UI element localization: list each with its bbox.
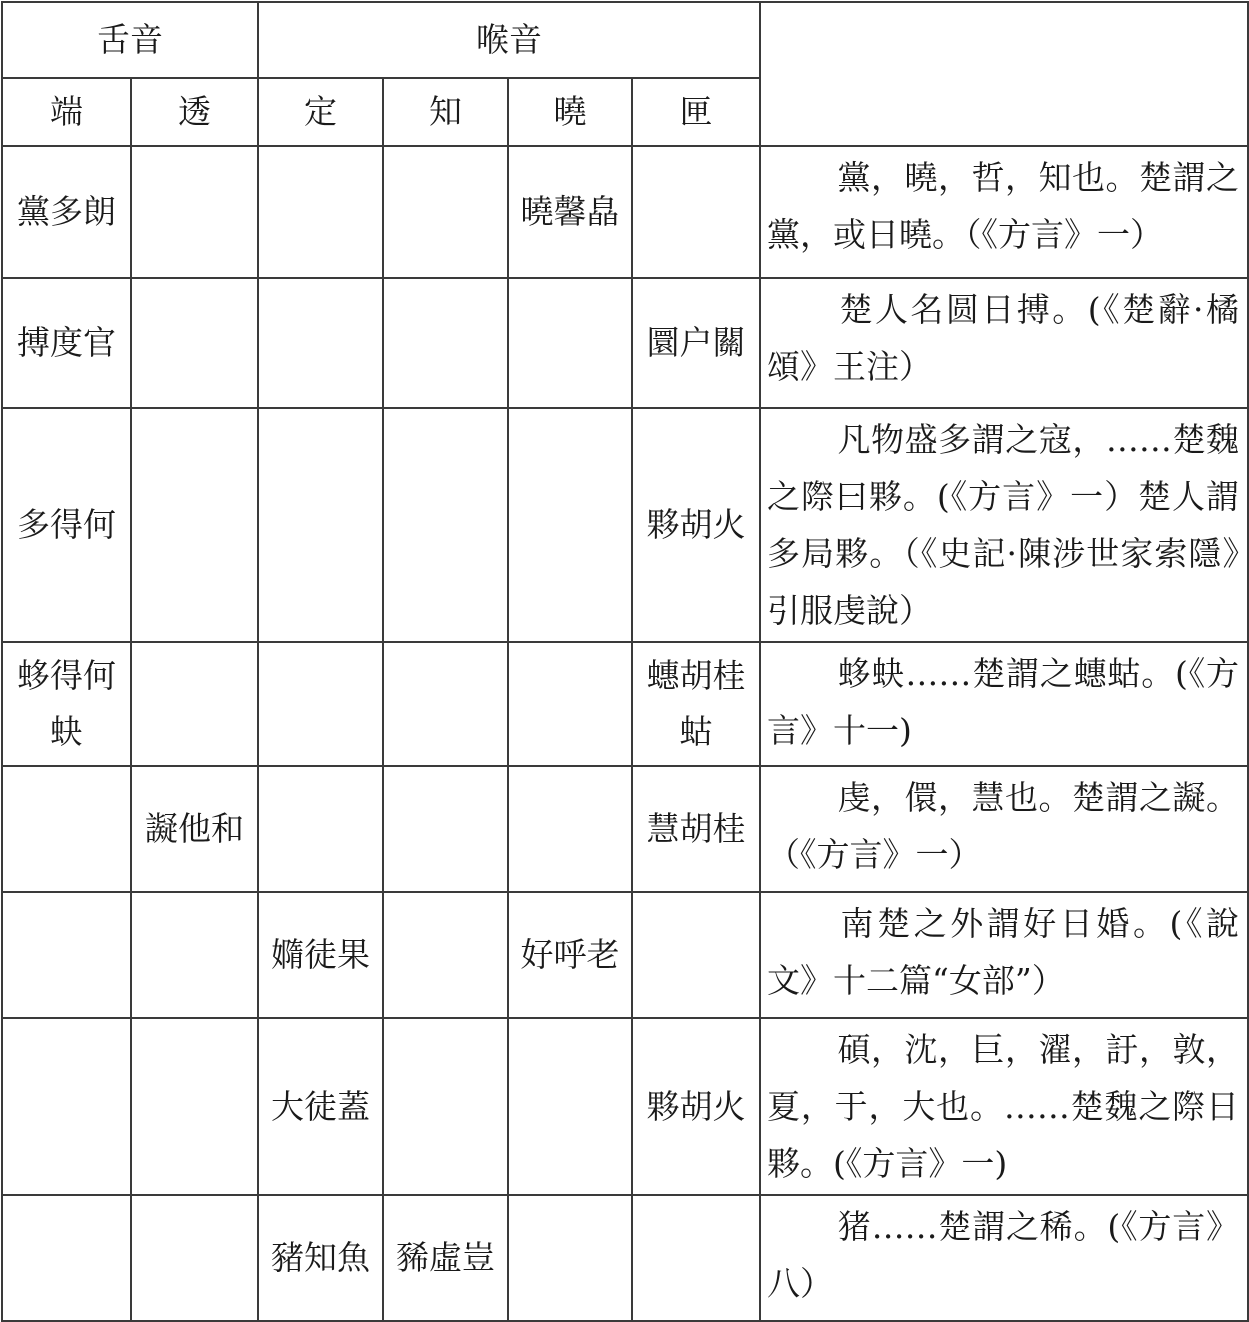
row-note-text: 虔，儇，慧也。楚謂之譺。（《方言》一） (767, 778, 1239, 874)
row-cell: 圜户關 (632, 278, 760, 408)
phonology-table (1, 1, 1249, 1322)
row-cell (2, 1018, 131, 1195)
table-row (2, 146, 1248, 278)
row-cell: 慧胡桂 (632, 766, 760, 892)
row-note-text: 黨，曉，哲，知也。楚謂之黨，或日曉。（《方言》一） (767, 158, 1239, 254)
row-note (760, 766, 1248, 892)
row-cell (131, 1018, 258, 1195)
row-note (760, 1195, 1248, 1321)
row-cell: 好呼老 (508, 892, 632, 1018)
row-cell (632, 146, 760, 278)
table-row (2, 766, 1248, 892)
row-cell (508, 408, 632, 642)
row-cell (131, 642, 258, 766)
row-cell (508, 642, 632, 766)
row-cell (383, 278, 508, 408)
row-cell (258, 408, 383, 642)
row-note-text: 蛥蚗……楚謂之蟪蛄。(《方言》十一) (767, 654, 1239, 750)
row-cell: 搏度官 (2, 278, 131, 408)
table-row (2, 408, 1248, 642)
row-cell (258, 146, 383, 278)
row-note (760, 408, 1248, 642)
row-cell (383, 1018, 508, 1195)
row-cell (2, 892, 131, 1018)
row-note-text: 楚人名圆日搏。(《楚辭·橘頌》王注） (767, 290, 1239, 386)
header-col-xiao: 曉 (508, 78, 632, 146)
row-cell (131, 278, 258, 408)
row-cell: 譺他和 (131, 766, 258, 892)
row-note (760, 278, 1248, 408)
row-cell (2, 766, 131, 892)
row-cell (131, 146, 258, 278)
header-col-xia: 匣 (632, 78, 760, 146)
row-cell (632, 1195, 760, 1321)
table-row (2, 642, 1248, 766)
table-row (2, 1195, 1248, 1321)
row-cell (383, 408, 508, 642)
header-col-duan: 端 (2, 78, 131, 146)
row-cell (131, 408, 258, 642)
row-cell (383, 892, 508, 1018)
row-cell: 豬知魚 (258, 1195, 383, 1321)
row-cell: 夥胡火 (632, 408, 760, 642)
row-cell (508, 1018, 632, 1195)
table-row (2, 278, 1248, 408)
row-cell: 嫷徒果 (258, 892, 383, 1018)
row-note (760, 1018, 1248, 1195)
header-col-ding: 定 (258, 78, 383, 146)
row-cell: 多得何 (2, 408, 131, 642)
row-note (760, 892, 1248, 1018)
header-group-throat: 喉音 (258, 2, 760, 78)
row-cell (383, 766, 508, 892)
row-note-text: 凡物盛多謂之寇，……楚魏之際曰夥。(《方言》一）楚人謂多局夥。（《史記·陳涉世家索隱》引服虔說） (767, 420, 1239, 630)
row-note (760, 642, 1248, 766)
row-cell (131, 1195, 258, 1321)
row-note-text: 碩，沈，巨，濯，訏，敦，夏，于，大也。……楚魏之際日夥。(《方言》一) (767, 1030, 1239, 1183)
row-cell (2, 1195, 131, 1321)
table-row (2, 1018, 1248, 1195)
row-cell (383, 642, 508, 766)
row-cell (258, 642, 383, 766)
row-cell (508, 1195, 632, 1321)
row-cell (258, 278, 383, 408)
row-cell: 曉馨皛 (508, 146, 632, 278)
header-group-tongue: 舌音 (2, 2, 258, 78)
header-row-groups (2, 2, 1248, 78)
row-note (760, 146, 1248, 278)
row-cell: 夥胡火 (632, 1018, 760, 1195)
row-cell (383, 146, 508, 278)
row-cell: 大徒蓋 (258, 1018, 383, 1195)
row-note-text: 南楚之外謂好日婚。(《說文》十二篇“女部”） (767, 904, 1239, 1000)
row-note-text: 猪……楚謂之稀。(《方言》八） (767, 1207, 1239, 1303)
row-cell: 黨多朗 (2, 146, 131, 278)
row-cell: 豨虛豈 (383, 1195, 508, 1321)
phonology-table-page (1, 1, 1247, 1301)
row-cell (508, 278, 632, 408)
row-cell (508, 766, 632, 892)
header-note-blank (760, 2, 1248, 146)
row-cell: 蛥得何蚗 (2, 642, 131, 766)
header-col-tou: 透 (131, 78, 258, 146)
row-cell (258, 766, 383, 892)
table-row (2, 892, 1248, 1018)
row-cell (632, 892, 760, 1018)
row-cell (131, 892, 258, 1018)
header-col-zhi: 知 (383, 78, 508, 146)
row-cell: 蟪胡桂蛄 (632, 642, 760, 766)
